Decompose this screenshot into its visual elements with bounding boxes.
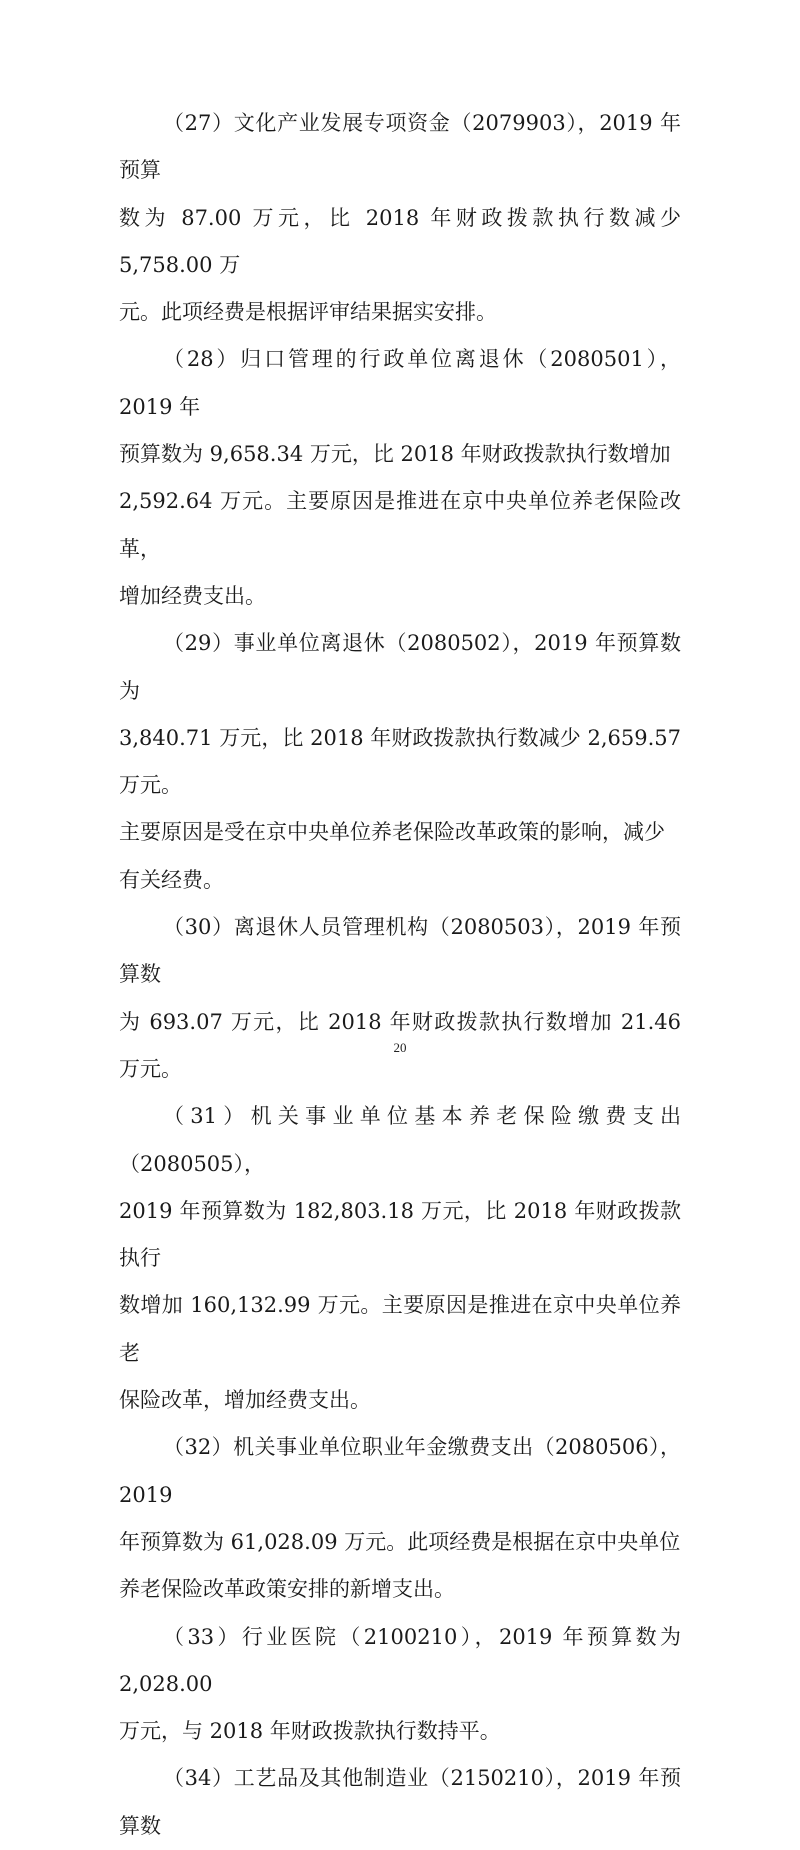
paragraph-31: （31）机关事业单位基本养老保险缴费支出（2080505）， 2019 年预算数为 182,803.18 万元，比 2018 年财政拨款执行 数增加 160,132.99 万元。主要原因是推进在京中央单位养老 保险改革，增加经费支出。 [119,1104,681,1413]
paragraph-30: （30）离退休人员管理机构（2080503），2019 年预算数 为 693.07 万元，比 2018 年财政拨款执行数增加 21.46 万元。 [119,915,681,1081]
paragraph-27: （27）文化产业发展专项资金（2079903），2019 年预算 数为 87.00 万元，比 2018 年财政拨款执行数减少 5,758.00 万 元。此项经费是根据评审结果据实安排。 [119,111,681,325]
paragraph-29: （29）事业单位离退休（2080502），2019 年预算数为 3,840.71 万元，比 2018 年财政拨款执行数减少 2,659.57 万元。 主要原因是受在京中央单位养老保险改革政策的影响，减少 有关经费。 [119,631,681,892]
paragraph-32: （32）机关事业单位职业年金缴费支出（2080506），2019 年预算数为 61,028.09 万元。此项经费是根据在京中央单位 养老保险改革政策安排的新增支出。 [119,1435,681,1602]
page-number: 20 [393,1040,407,1055]
paragraph-28: （28）归口管理的行政单位离退休（2080501），2019 年 预算数为 9,658.34 万元，比 2018 年财政拨款执行数增加 2,592.64 万元。主要原因是推进在京中央单位养老保险改革， 增加经费支出。 [119,347,681,608]
paragraph-34: （34）工艺品及其他制造业（2150210），2019 年预算数 [119,1766,681,1838]
paragraph-33: （33）行业医院（2100210），2019 年预算数为 2,028.00 万元，与 2018 年财政拨款执行数持平。 [119,1624,681,1744]
document-body [119,100,681,1850]
